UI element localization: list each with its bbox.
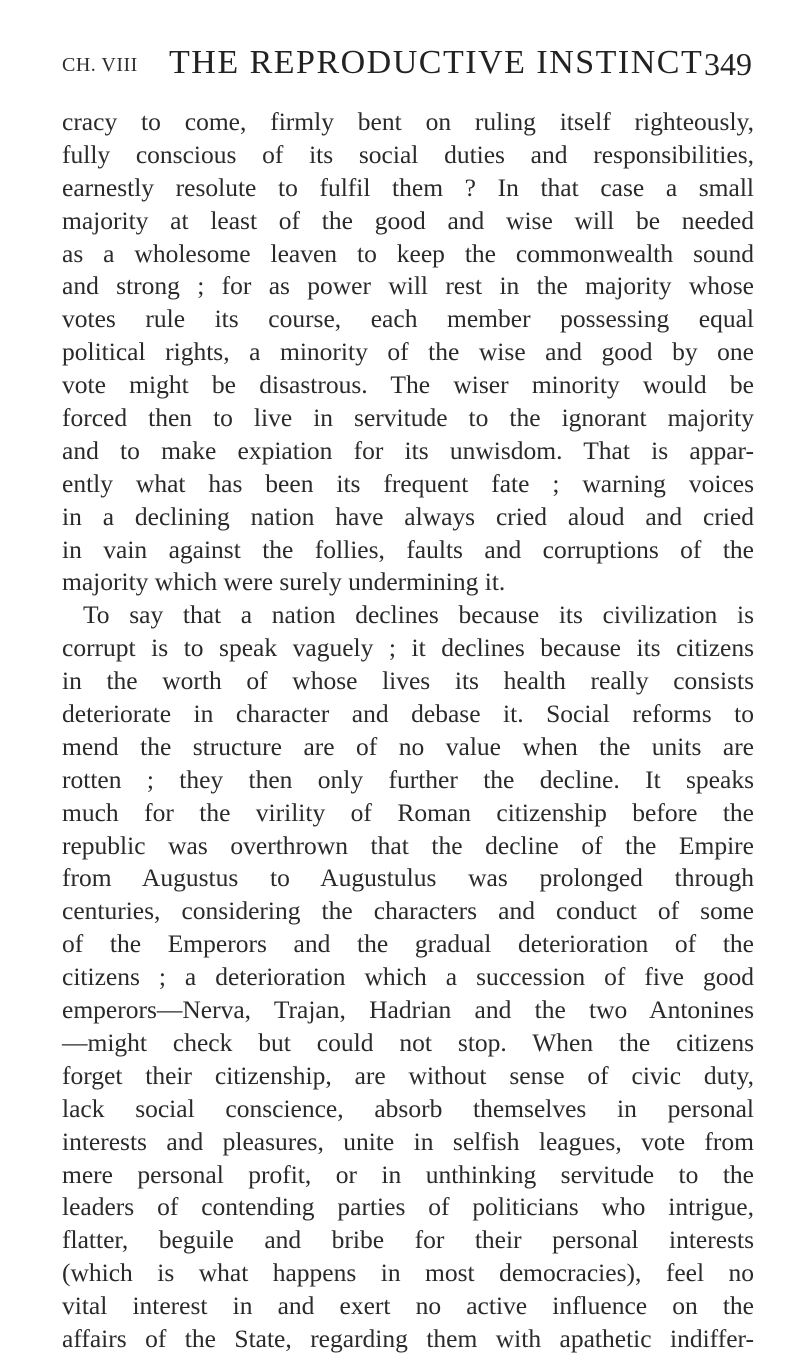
text-line: majority which were surely undermining it. xyxy=(62,567,506,597)
text-line: vital interest in and exert no active influence on the xyxy=(62,1291,754,1321)
text-line: interests and pleasures, unite in selfish leagues, vote from xyxy=(62,1126,754,1156)
text-line: lack social conscience, absorb themselves in personal xyxy=(62,1093,754,1123)
text-line: To say that a nation declines because its civilization is xyxy=(83,600,754,630)
text-line: vote might be disastrous. The wiser minority would be xyxy=(62,370,754,400)
text-line: fully conscious of its social duties and responsibilities, xyxy=(62,139,754,169)
running-head-title: THE REPRODUCTIVE INSTINCT xyxy=(169,44,704,81)
running-head xyxy=(62,44,752,84)
text-line: deteriorate in character and debase it. Social reforms to xyxy=(62,699,754,729)
text-line: (which is what happens in most democracies), feel no xyxy=(62,1258,754,1288)
text-line: in the worth of whose lives its health really consists xyxy=(62,666,754,696)
text-line: in a declining nation have always cried aloud and cried xyxy=(62,501,754,531)
text-line: of the Emperors and the gradual deterioration of the xyxy=(62,929,754,959)
text-line: —might check but could not stop. When the citizens xyxy=(62,1027,754,1057)
text-line: forget their citizenship, are without sense of civic duty, xyxy=(62,1060,754,1090)
text-line: corrupt is to speak vaguely ; it declines because its citizens xyxy=(62,633,754,663)
text-line: cracy to come, firmly bent on ruling itself righteously, xyxy=(62,107,754,136)
text-line: much for the virility of Roman citizenship before the xyxy=(62,797,754,827)
text-line: ently what has been its frequent fate ; warning voices xyxy=(62,468,754,498)
text-line: emperors—Nerva, Trajan, Hadrian and the two Antonines xyxy=(62,995,754,1025)
text-line: mend the structure are of no value when the units are xyxy=(62,731,754,761)
text-line: majority at least of the good and wise will be needed xyxy=(62,205,754,235)
text-line: republic was overthrown that the decline of the Empire xyxy=(62,830,754,860)
text-line: rotten ; they then only further the decline. It speaks xyxy=(62,764,754,794)
text-line: earnestly resolute to fulfil them ? In that case a small xyxy=(62,172,754,202)
text-line: centuries, considering the characters and conduct of some xyxy=(62,896,754,926)
page-number: 349 xyxy=(704,46,752,82)
body-text xyxy=(62,106,754,1356)
text-line: affairs of the State, regarding them with apathetic indiffer- xyxy=(62,1323,754,1353)
text-line: flatter, beguile and bribe for their personal interests xyxy=(62,1225,754,1255)
text-line: in vain against the follies, faults and corruptions of the xyxy=(62,534,754,564)
text-line: and strong ; for as power will rest in the majority whose xyxy=(62,271,754,301)
text-line: mere personal profit, or in unthinking servitude to the xyxy=(62,1159,754,1189)
text-line: from Augustus to Augustulus was prolonged through xyxy=(62,863,754,893)
text-line: votes rule its course, each member possessing equal xyxy=(62,304,754,334)
text-line: and to make expiation for its unwisdom. That is appar- xyxy=(62,435,754,465)
text-line: political rights, a minority of the wise and good by one xyxy=(62,337,754,367)
text-line: citizens ; a deterioration which a succession of five good xyxy=(62,962,754,992)
text-line: leaders of contending parties of politicians who intrigue, xyxy=(62,1192,754,1222)
text-line: forced then to live in servitude to the ignorant majority xyxy=(62,403,754,433)
chapter-label: CH. VIII xyxy=(62,54,138,76)
text-line: as a wholesome leaven to keep the commonwealth sound xyxy=(62,238,754,268)
